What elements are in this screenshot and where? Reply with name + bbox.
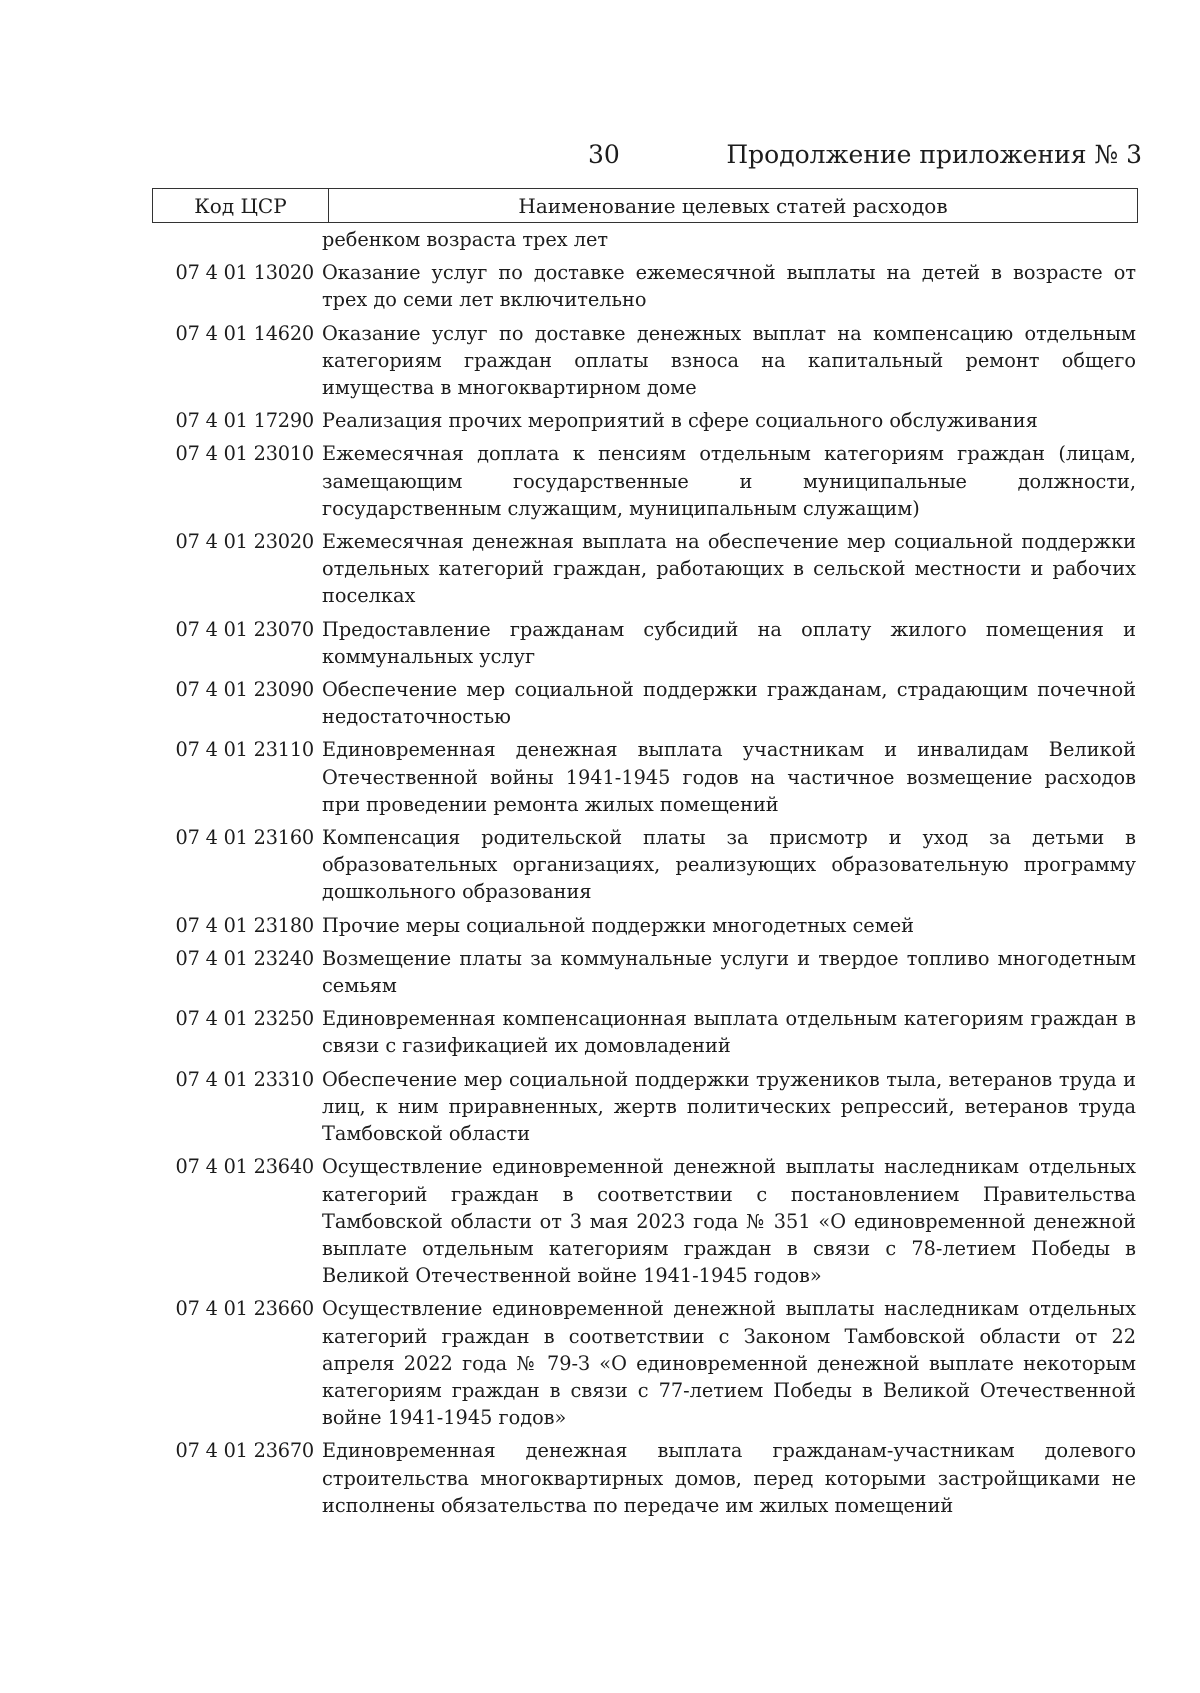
table-row <box>152 1295 1136 1431</box>
table-row <box>152 945 1136 999</box>
row-text: Предоставление гражданам субсидий на оплату жилого помещения и коммунальных услуг <box>322 617 1136 668</box>
row-text: Обеспечение мер социальной поддержки тружеников тыла, ветеранов труда и лиц, к ним приравненных, жертв политических репрессий, ветеранов труда Тамбовской области <box>322 1067 1136 1146</box>
page-caption: Продолжение приложения № 3 <box>726 140 1142 169</box>
row-code: 07 4 01 23250 <box>175 1007 314 1031</box>
table-row <box>152 1066 1136 1148</box>
row-code: 07 4 01 23010 <box>175 442 314 466</box>
row-text: Реализация прочих мероприятий в сфере социального обслуживания <box>322 409 1038 433</box>
row-text: ребенком возраста трех лет <box>322 228 609 251</box>
table-row <box>152 320 1136 402</box>
column-header-name: Наименование целевых статей расходов <box>518 193 948 218</box>
row-code: 07 4 01 23660 <box>175 1297 314 1321</box>
row-code <box>152 226 322 253</box>
row-code: 07 4 01 23310 <box>175 1067 314 1091</box>
row-code: 07 4 01 23670 <box>175 1439 314 1463</box>
row-code: 07 4 01 23020 <box>175 530 314 554</box>
table-row <box>152 1153 1136 1289</box>
row-text: Компенсация родительской платы за присмотр и уход за детьми в образовательных организациях, реализующих образовательную программу дошкольного образования <box>322 826 1136 904</box>
table-body <box>152 226 1136 1525</box>
row-code: 07 4 01 23240 <box>175 946 314 970</box>
row-code: 07 4 01 23180 <box>175 913 314 937</box>
column-header-code: Код ЦСР <box>153 189 329 222</box>
table-row <box>152 1437 1136 1519</box>
row-text: Ежемесячная доплата к пенсиям отдельным категориям граждан (лицам, замещающим государственные и муниципальные должности, государственным служащим, муниципальным служащим) <box>322 442 1136 520</box>
table-row <box>152 616 1136 670</box>
row-code: 07 4 01 23110 <box>175 738 314 762</box>
row-code: 07 4 01 23090 <box>175 678 314 702</box>
table-row <box>152 676 1136 730</box>
row-text: Единовременная денежная выплата участникам и инвалидам Великой Отечественной войны 1941-1945 годов на частичное возмещение расходов при проведении ремонта жилых помещений <box>322 738 1136 816</box>
table-row <box>152 736 1136 818</box>
table-row <box>152 259 1136 313</box>
table-row <box>152 824 1136 906</box>
page-number: 30 <box>588 140 620 169</box>
table-row <box>152 528 1136 610</box>
row-text: Возмещение платы за коммунальные услуги и твердое топливо многодетным семьям <box>322 946 1136 998</box>
table-header <box>152 188 1138 223</box>
row-text: Ежемесячная денежная выплата на обеспечение мер социальной поддержки отдельных категорий граждан, работающих в сельской местности и рабочих поселках <box>322 530 1136 608</box>
table-row <box>152 226 1136 253</box>
table-row <box>152 912 1136 939</box>
row-text: Прочие меры социальной поддержки многодетных семей <box>322 913 914 937</box>
row-code: 07 4 01 23070 <box>175 617 314 641</box>
row-code: 07 4 01 17290 <box>175 409 314 433</box>
table-row <box>152 440 1136 522</box>
row-code: 07 4 01 14620 <box>175 321 314 345</box>
table-row <box>152 1005 1136 1059</box>
row-text: Обеспечение мер социальной поддержки гражданам, страдающим почечной недостаточностью <box>322 678 1136 729</box>
table-row <box>152 407 1136 434</box>
row-text: Осуществление единовременной денежной выплаты наследникам отдельных категорий граждан в соответствии с Законом Тамбовской области от 22 апреля 2022 года № 79-З «О единовременной денежной выплате некоторым категориям граждан в связи с 77-летием Победы в Великой Отечественной войне 1941-1945 годов» <box>322 1297 1136 1430</box>
row-code: 07 4 01 23160 <box>175 826 314 850</box>
row-text: Единовременная компенсационная выплата отдельным категориям граждан в связи с газификацией их домовладений <box>322 1007 1136 1058</box>
row-text: Осуществление единовременной денежной выплаты наследникам отдельных категорий граждан в соответствии с постановлением Правительства Тамбовской области от 3 мая 2023 года № 351 «О единовременной денежной выплате отдельным категориям граждан в связи с 78-летием Победы в Великой Отечественной войне 1941-1945 годов» <box>322 1155 1136 1288</box>
row-text: Оказание услуг по доставке денежных выплат на компенсацию отдельным категориям граждан оплаты взноса на капитальный ремонт общего имущества в многоквартирном доме <box>322 321 1136 400</box>
row-text: Единовременная денежная выплата гражданам-участникам долевого строительства многоквартирных домов, перед которыми застройщиками не исполнены обязательства по передаче им жилых помещений <box>322 1439 1136 1517</box>
row-code: 07 4 01 13020 <box>175 261 314 285</box>
row-text: Оказание услуг по доставке ежемесячной выплаты на детей в возрасте от трех до семи лет включительно <box>322 261 1136 312</box>
row-code: 07 4 01 23640 <box>175 1155 314 1179</box>
